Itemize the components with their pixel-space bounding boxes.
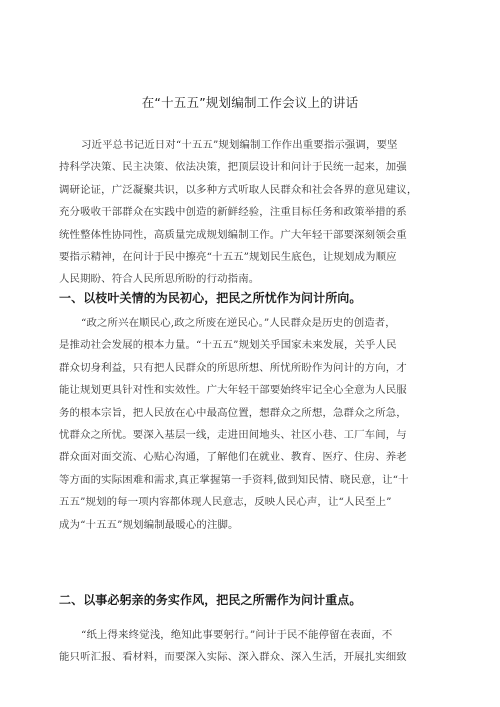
paragraph-line: “政之所兴在顺民心,政之所废在逆民心。”人民群众是历史的创造者， [81,317,396,329]
document-title: 在“十五五”规划编制工作会议上的讲话 [141,95,359,110]
section-2-paragraph [59,624,456,669]
paragraph-line: 要指示精神，在问计于民中擦亮“十五五”规划民生底色，让规划成为顺应 [59,251,397,264]
section-1-paragraph [59,312,456,536]
intro-paragraph [59,134,456,291]
paragraph-line: 能只听汇报、看材料，而要深入实际、深入群众、深入生活，开展扎实细致 [59,651,407,664]
paragraph-line: 持科学决策、民主决策、依法决策，把顶层设计和问计于民统一起来，加强 [59,161,407,174]
section-heading-1: 一、以枝叶关情的为民初心，把民之所忧作为问计所向。 [59,291,362,305]
paragraph-line: 充分吸收干部群众在实践中创造的新鲜经验，注重目标任务和政策举措的系 [59,206,407,219]
paragraph-line: 是推动社会发展的根本力量。“十五五”规划关乎国家未来发展，关乎人民 [59,339,397,352]
paragraph-line: 五五”规划的每一项内容都体现人民意志，反映人民心声，让“人民至上” [59,496,392,509]
paragraph-line: 等方面的实际困难和需求,真正掌握第一手资料,做到知民情、晓民意，让“十 [59,473,409,486]
paragraph-line: 调研论证，广泛凝聚共识，以多种方式听取人民群众和社会各界的意见建议， [59,183,418,196]
paragraph-line: 成为“十五五”规划编制最暖心的注脚。 [59,518,239,531]
paragraph-line: 群众切身利益，只有把人民群众的所思所想、所忧所盼作为问计的方向，才 [59,361,407,374]
paragraph-line: 务的根本宗旨，把人民放在心中最高位置，想群众之所想，急群众之所急， [59,406,407,419]
paragraph-line: 忧群众之所忧。要深入基层一线，走进田间地头、社区小巷、工厂车间，与 [59,429,407,442]
paragraph-line: “纸上得来终觉浅，绝知此事要躬行。”问计于民不能停留在表面，不 [81,629,393,641]
paragraph-line: 群众面对面交流、心贴心沟通，了解他们在就业、教育、医疗、住房、养老 [59,451,407,464]
paragraph-line: 能让规划更具针对性和实效性。广大年轻干部要始终牢记全心全意为人民服 [59,384,407,397]
paragraph-line: 习近平总书记近日对“十五五”规划编制工作作出重要指示强调，要坚 [81,139,398,151]
paragraph-line: 统性整体性协同性，高质量完成规划编制工作。广大年轻干部要深刻领会重 [59,228,407,241]
paragraph-line: 人民期盼、符合人民所思所盼的行动指南。 [59,273,260,286]
section-heading-2: 二、以事必躬亲的务实作风，把民之所需作为问计重点。 [59,593,362,607]
